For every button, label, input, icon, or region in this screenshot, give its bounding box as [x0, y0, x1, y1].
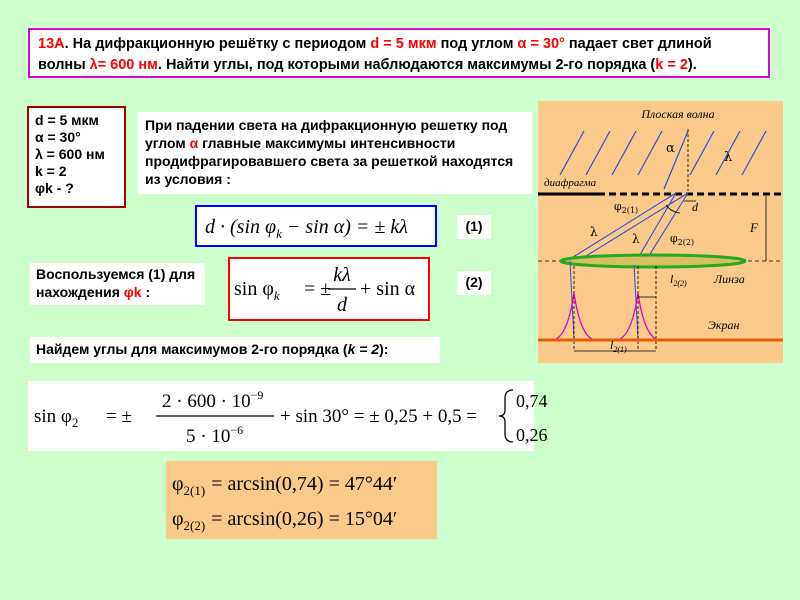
given-line: d = 5 мкм	[35, 112, 99, 128]
formula-2-eq: = ±	[304, 278, 332, 300]
formula-4-sub-1: 2(1)	[183, 483, 206, 498]
formula-2-lhs: sin φ	[234, 278, 274, 300]
svg-text:2 · 600 · 10−9	[162, 388, 263, 412]
given-box	[27, 106, 126, 208]
lens	[561, 255, 745, 267]
formula-1-sub: k	[276, 226, 282, 241]
formula-4-phi-2: φ	[172, 508, 184, 530]
lambda-label-1: λ	[590, 225, 598, 239]
use-formula-text	[30, 263, 205, 305]
formula-2-graphic	[230, 259, 428, 319]
problem-text-c: падает свет длиной волны	[38, 36, 712, 73]
formula-3-sub: 2	[71, 415, 79, 430]
intro-text	[137, 112, 532, 194]
svg-text:φ2(1)= arcsin(0,74) = 47°44′	[172, 473, 397, 498]
svg-text:d · (sin φk − sin α) = ± kλ	[205, 216, 408, 241]
formula-1-lhs: d · (sin φ	[205, 216, 277, 238]
formula-2-tail: + sin α	[360, 278, 416, 300]
problem-text-b: под углом	[436, 36, 518, 52]
find-text-a: Найдем углы для максимумов 2-го порядка (	[36, 341, 348, 357]
formula-4-phi-1: φ	[172, 473, 184, 495]
problem-alpha: α = 30°	[517, 36, 565, 52]
diagram-canvas	[538, 101, 783, 363]
formula-1-rest: − sin α) = ± kλ	[281, 216, 408, 238]
intro-alpha: α	[189, 135, 199, 151]
screen-label: Экран	[708, 318, 740, 332]
formula-3-lhs: sin φ	[34, 406, 72, 427]
find-text	[30, 337, 440, 363]
formula-2-num: kλ	[333, 264, 351, 286]
problem-statement	[28, 28, 770, 78]
l-2-2-sub: 2(2)	[673, 279, 687, 288]
given-line: α = 30°	[35, 129, 81, 145]
use-end: :	[141, 284, 151, 300]
find-text-b: ):	[379, 341, 389, 357]
formula-4	[166, 461, 437, 539]
formula-4-graphic	[166, 461, 437, 539]
problem-text-e: ).	[687, 57, 697, 73]
given-line: φk - ?	[35, 180, 74, 196]
problem-text-d: . Найти углы, под которыми наблюдаются максимумы 2-го порядка (	[157, 57, 656, 73]
formula-2-label: (2)	[457, 271, 491, 295]
formula-3-r1: 0,74	[516, 391, 548, 411]
use-phi: φk	[123, 284, 142, 300]
diffraction-diagram	[538, 101, 783, 363]
focused-rays	[570, 261, 638, 339]
f-label: F	[750, 220, 758, 235]
problem-lambda: λ= 600 нм	[89, 57, 158, 73]
svg-text:5 · 10−6	[186, 423, 243, 447]
svg-text:φ2(2)= arcsin(0,26) = 15°04′	[172, 508, 397, 533]
formula-3-r2: 0,26	[516, 425, 548, 445]
svg-text:sin φk	[234, 278, 280, 303]
given-line: λ = 600 нм	[35, 146, 105, 162]
svg-text:l2(2)	[670, 272, 687, 288]
svg-text:sin φ2	[34, 406, 78, 430]
formula-1-label: (1)	[457, 215, 491, 239]
given-line: k = 2	[35, 163, 67, 179]
svg-text:φ2(1)	[614, 200, 638, 215]
problem-number: 13А	[38, 36, 65, 52]
formula-3-den: 5 · 10	[186, 426, 231, 447]
brace	[499, 390, 513, 442]
formula-4-line-2: = arcsin(0,26) = 15°04′	[211, 508, 398, 530]
problem-d: d = 5 мкм	[370, 36, 437, 52]
phi-2-1-sub: 2(1)	[621, 206, 639, 215]
formula-3-den-exp: −6	[230, 423, 244, 437]
formula-4-sub-2: 2(2)	[183, 518, 206, 533]
formula-3-graphic	[28, 381, 548, 451]
intro-text-a: При падении света на дифракционную решетку под углом	[145, 117, 508, 151]
svg-text:φ2(2)	[670, 232, 694, 247]
alpha-label: α	[666, 141, 675, 156]
formula-3-eq: = ±	[106, 406, 132, 427]
formula-3-mid: + sin 30° = ± 0,25 + 0,5 =	[280, 406, 478, 427]
phi-2-1-label: φ	[614, 200, 622, 213]
lens-label: Линза	[714, 272, 745, 286]
diaphragm-label: диафрагма	[544, 177, 597, 189]
plane-wave-label: Плоская волна	[641, 107, 715, 121]
formula-3	[28, 381, 548, 451]
formula-2-sub: k	[273, 288, 280, 303]
formula-2	[228, 257, 430, 321]
phi-2-2-label: φ	[670, 232, 678, 245]
formula-1-graphic	[197, 207, 435, 245]
intro-text-b: главные максимумы интенсивности продифрагировавшего света за решеткой находятся из условия :	[145, 135, 514, 187]
problem-text-a: . На дифракционную решётку с периодом	[64, 36, 371, 52]
formula-3-num: 2 · 600 · 10	[162, 391, 251, 412]
d-label: d	[692, 200, 698, 214]
formula-3-num-exp: −9	[250, 388, 264, 402]
problem-k: k = 2	[655, 57, 688, 73]
l-2-1-label: l	[610, 338, 614, 352]
formula-4-line-1: = arcsin(0,74) = 47°44′	[211, 473, 398, 495]
lambda-label-2: λ	[632, 232, 640, 246]
find-k: k = 2	[347, 341, 380, 357]
l-2-1-sub: 2(1)	[613, 345, 627, 354]
phi-2-2-sub: 2(2)	[677, 238, 695, 247]
lambda-label-top: λ	[724, 150, 733, 165]
use-text: Воспользуемся (1) для нахождения	[36, 266, 196, 300]
formula-1	[195, 205, 437, 247]
formula-2-den: d	[337, 294, 347, 316]
l-2-2-label: l	[670, 272, 674, 286]
